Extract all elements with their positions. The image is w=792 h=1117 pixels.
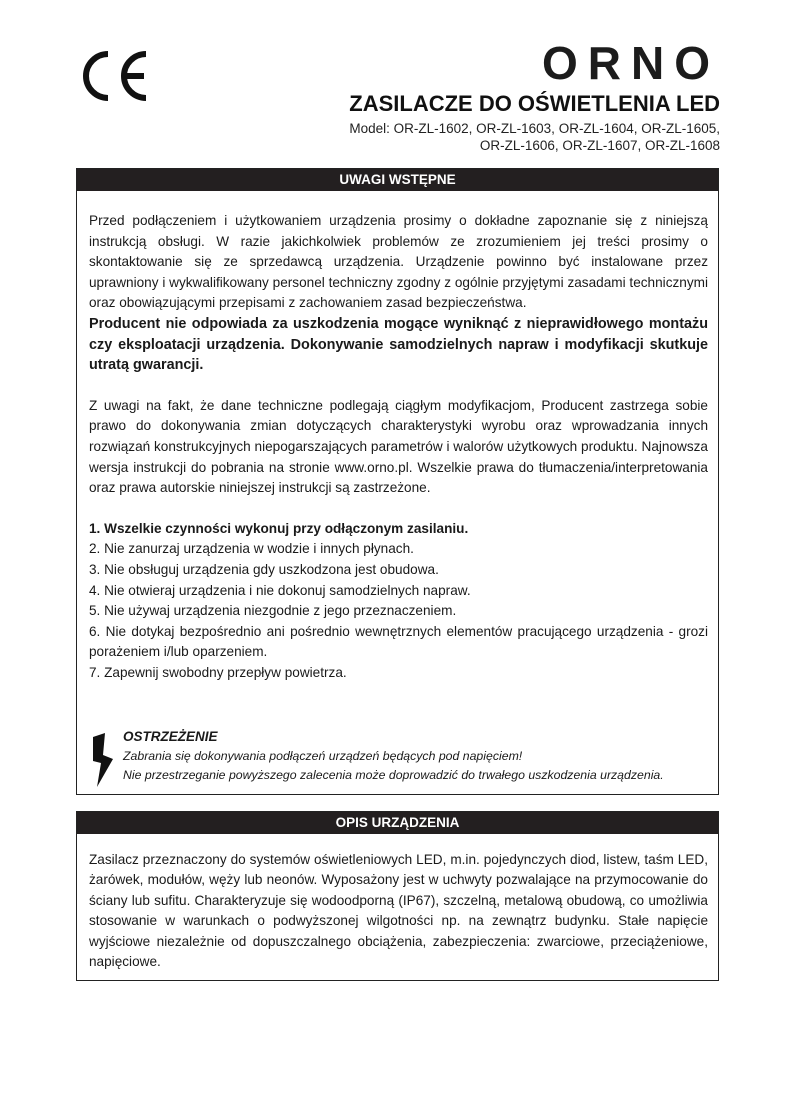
list-item: 1. Wszelkie czynności wykonuj przy odłączonym zasilaniu. [89,520,469,536]
preliminary-notes-body [89,211,708,683]
list-item: 5. Nie używaj urządzenia niezgodnie z jego przeznaczeniem. [89,603,457,619]
modifications-paragraph: Z uwagi na fakt, że dane techniczne podlegają ciągłym modyfikacjom, Producent zastrzega sobie prawo do dokonywania zmian dotyczących charakterystyki wyrobu oraz wprowadzania innych rozwiązań konstrukcyjnych niepogarszających parametrów i walorów użytkowych produktu. Najnowsza wersja instrukcji do pobrania na stronie www.orno.pl. Wszelkie prawa do tłumaczenia/interpretowania oraz prawa autorskie niniejszej instrukcji są zastrzeżone. [89,397,708,496]
document-title: ZASILACZE DO OŚWIETLENIA LED [349,91,720,116]
warning-line-2: Nie przestrzeganie powyższego zalecenia może doprowadzić do trwałego uszkodzenia urządzenia. [123,768,664,782]
list-item: 3. Nie obsługuj urządzenia gdy uszkodzona jest obudowa. [89,561,439,577]
warning-line-1: Zabrania się dokonywania podłączeń urządzeń będących pod napięciem! [123,749,523,763]
list-item: 4. Nie otwieraj urządzenia i nie dokonuj samodzielnych napraw. [89,582,471,598]
safety-list [89,519,708,684]
list-item: 7. Zapewnij swobodny przepływ powietrza. [89,664,347,680]
device-description-text: Zasilacz przeznaczony do systemów oświetleniowych LED, m.in. pojedynczych diod, listew, taśm LED, żarówek, modułów, węży lub neonów. Wyposażony jest w uchwyty pozwalające na przymocowanie do ściany lub sufitu. Charakteryzuje się wodoodporną (IP67), szczelną, metalową obudową, co umożliwia stosowanie w warunkach o podwyższonej wilgotności np. na zewnątrz budynku. Stałe napięcie wyjściowe niezależnie od dopuszczalnego obciążenia, zabezpieczenia: zwarciowe, przeciążeniowe, napięciowe. [89,852,708,970]
intro-paragraph: Przed podłączeniem i użytkowaniem urządzenia prosimy o dokładne zapoznanie się z niniejszą instrukcją obsługi. W razie jakichkolwiek problemów ze zrozumieniem jej treści prosimy o skontaktowanie się ze sprzedawcą urządzenia. Urządzenie powinno być instalowane przez uprawniony i wykwalifikowany personel techniczny zgodny z ogólnie przyjętymi zasadami technicznymi oraz obowiązującymi przepisami z zachowaniem zasad bezpieczeństwa. [89,213,708,311]
device-description-body [89,850,708,972]
liability-paragraph: Producent nie odpowiada za uszkodzenia mogące wyniknąć z nieprawidłowego montażu czy eksploatacji urządzenia. Dokonywanie samodzielnych napraw i modyfikacji skutkuje utratą gwarancji. [89,315,708,374]
model-line-1: Model: OR-ZL-1602, OR-ZL-1603, OR-ZL-1604, OR-ZL-1605, [349,121,720,136]
preliminary-notes-heading: UWAGI WSTĘPNE [77,169,718,191]
brand-logo: ORNO [542,37,720,89]
preliminary-notes-section [76,168,719,795]
list-item: 6. Nie dotykaj bezpośrednio ani pośrednio wewnętrznych elementów pracującego urządzenia - grozi porażeniem i/lub oparzeniem. [89,623,708,660]
device-description-section [76,811,719,981]
list-item: 2. Nie zanurzaj urządzenia w wodzie i innych płynach. [89,541,414,557]
warning-title: OSTRZEŻENIE [123,729,218,744]
model-line-2: OR-ZL-1606, OR-ZL-1607, OR-ZL-1608 [479,138,720,153]
device-description-heading: OPIS URZĄDZENIA [77,812,718,834]
ce-mark-icon [78,48,152,104]
warning-block [87,729,707,791]
lightning-bolt-icon [91,733,117,787]
model-list [200,120,720,154]
